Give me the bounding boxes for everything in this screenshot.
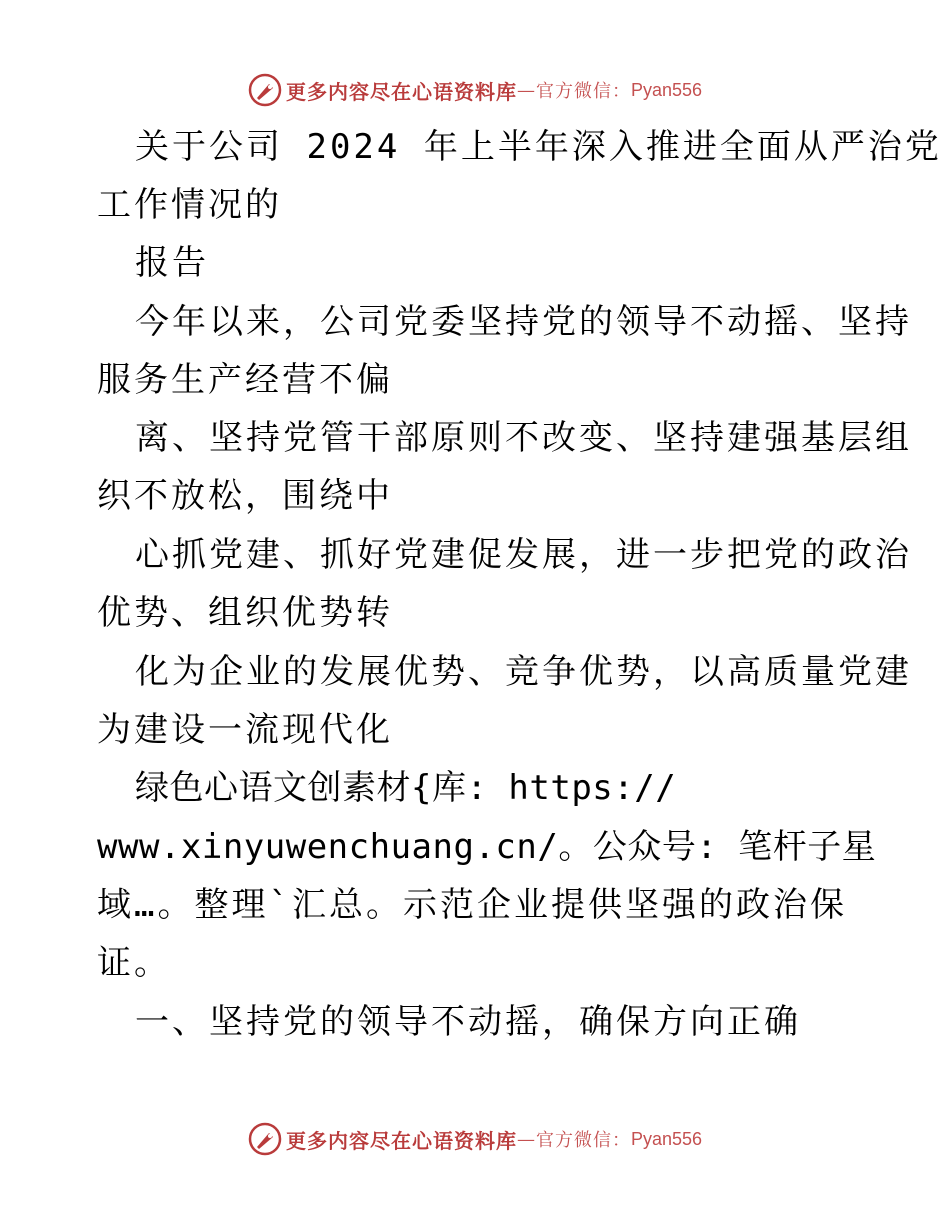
paragraph-line: 证。: [97, 943, 171, 983]
paragraph-line: 绿色心语文创素材{库: https://: [135, 768, 677, 808]
footer-watermark-sub: 官方微信：: [535, 1130, 631, 1151]
paragraph-line: 织不放松，围绕中: [97, 476, 393, 516]
paragraph-line: www.xinyuwenchuang.cn/。公众号: 笔杆子星: [97, 827, 877, 867]
pen-nib-circle-icon: [248, 73, 282, 107]
section-heading: 一、坚持党的领导不动摇，确保方向正确: [135, 1002, 801, 1042]
paragraph-line: 域…。整理`汇总。示范企业提供坚强的政治保: [97, 885, 847, 925]
header-watermark-main: 更多内容尽在心语资料库: [285, 79, 517, 104]
title-line-2: 工作情况的: [97, 185, 282, 225]
title-line-1: 关于公司 2024 年上半年深入推进全面从严治党: [135, 127, 942, 167]
paragraph-line: 服务生产经营不偏: [97, 360, 393, 400]
header-watermark-dash: —: [516, 79, 536, 101]
footer-watermark: [0, 1119, 950, 1159]
header-watermark-sub: 官方微信：: [535, 81, 631, 102]
paragraph-line: 离、坚持党管干部原则不改变、坚持建强基层组: [135, 418, 912, 458]
footer-watermark-dash: —: [516, 1128, 536, 1150]
header-watermark: [0, 70, 950, 110]
paragraph-line: 优势、组织优势转: [97, 593, 393, 633]
title-line-3: 报告: [135, 243, 209, 283]
paragraph-line: 化为企业的发展优势、竞争优势，以高质量党建: [135, 652, 912, 692]
paragraph-line: 心抓党建、抓好党建促发展，进一步把党的政治: [135, 535, 912, 575]
paragraph-line: 今年以来，公司党委坚持党的领导不动摇、坚持: [135, 302, 912, 342]
header-watermark-handle: Pyan556: [630, 79, 703, 100]
footer-watermark-handle: Pyan556: [630, 1128, 703, 1149]
footer-watermark-main: 更多内容尽在心语资料库: [285, 1128, 517, 1153]
paragraph-line: 为建设一流现代化: [97, 710, 393, 750]
pen-nib-circle-icon: [248, 1122, 282, 1156]
